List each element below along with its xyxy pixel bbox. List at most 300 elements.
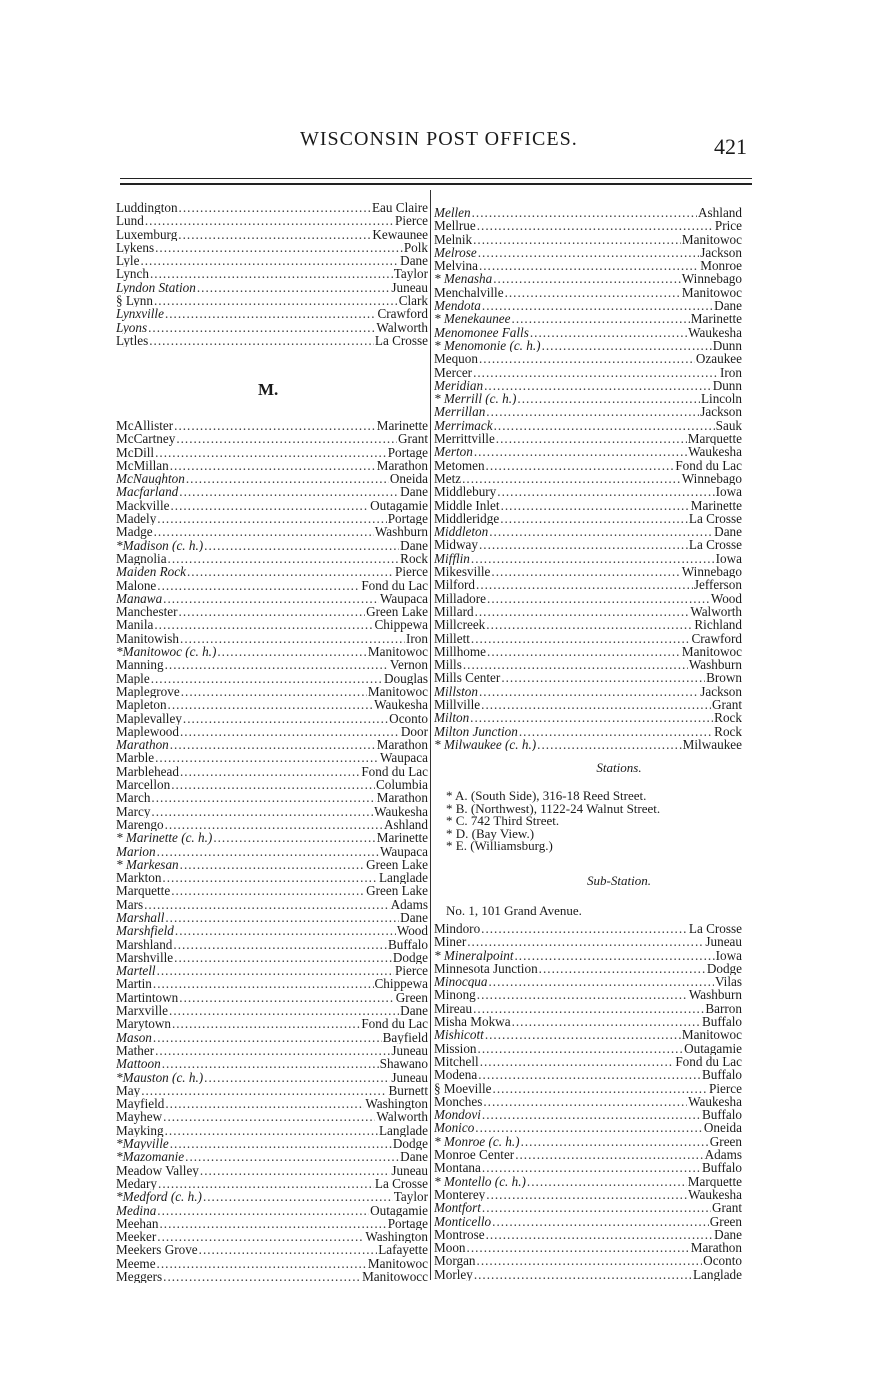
post-office-entry [434, 272, 742, 285]
county-name: Dane [400, 485, 428, 499]
county-name: Kewaunee [372, 227, 428, 241]
post-office-name: Mondovi [434, 1108, 481, 1122]
left-column-top-list [116, 201, 428, 347]
county-name: Ozaukee [695, 352, 742, 366]
leader-dots [165, 911, 399, 924]
post-office-name: Lynch [116, 267, 149, 281]
post-office-entry [434, 1135, 742, 1148]
post-office-name: Moon [434, 1241, 466, 1255]
post-office-name: Millett [434, 631, 470, 645]
leader-dots [168, 552, 400, 565]
post-office-name: McAllister [116, 419, 174, 433]
county-name: Dane [714, 299, 742, 313]
post-office-name: Luddington [116, 201, 178, 215]
post-office-name: Minong [434, 988, 476, 1002]
post-office-entry [434, 725, 742, 738]
post-office-name: Mequon [434, 352, 478, 366]
leader-dots [163, 1110, 375, 1123]
county-name: La Crosse [688, 922, 742, 936]
county-name: Dane [400, 1004, 428, 1018]
leader-dots [479, 352, 695, 365]
leader-dots [157, 1204, 369, 1217]
post-office-entry [116, 1150, 428, 1163]
county-name: Green [709, 1134, 742, 1149]
post-office-entry [434, 405, 742, 418]
post-office-entry [116, 499, 428, 512]
leader-dots [170, 459, 376, 472]
post-office-entry [116, 805, 428, 818]
leader-dots [482, 1201, 711, 1214]
post-office-entry [116, 1230, 428, 1243]
county-name: Manitowoc [367, 645, 428, 659]
page-number: 421 [714, 134, 747, 159]
post-office-name: Lytles [116, 333, 149, 348]
post-office-name: Manitowish [116, 631, 180, 646]
post-office-name: Metomen [434, 458, 485, 472]
post-office-entry [434, 1108, 742, 1121]
county-name: Manitowoc [681, 1028, 742, 1042]
post-office-entry [434, 1175, 742, 1188]
post-office-name: Mapleton [116, 698, 167, 712]
post-office-entry [116, 485, 428, 498]
county-name: Winnebago [681, 272, 742, 286]
leader-dots [155, 241, 403, 254]
county-name: Oneida [389, 472, 428, 486]
leader-dots [174, 951, 392, 964]
leader-dots [493, 1082, 709, 1095]
county-name: Ashland [698, 206, 742, 220]
post-office-name: Millard [434, 604, 474, 619]
post-office-name: Meehan [116, 1216, 159, 1231]
leader-dots [153, 977, 374, 990]
county-name: Waupaca [380, 844, 428, 858]
leader-dots [155, 1044, 390, 1057]
county-name: Washburn [688, 988, 742, 1002]
post-office-entry [434, 246, 742, 259]
leader-dots [489, 525, 713, 538]
county-name: Grant [397, 432, 428, 446]
post-office-entry [434, 645, 742, 658]
county-name: Buffalo [387, 937, 428, 951]
leader-dots [474, 445, 687, 458]
county-name: Washington [365, 1097, 428, 1111]
leader-dots [492, 1215, 709, 1228]
leader-dots [501, 499, 690, 512]
county-name: Waukesha [688, 1187, 742, 1202]
post-office-name: * Merrill (c. h.) [434, 392, 517, 406]
post-office-entry [116, 214, 428, 227]
county-name: Fond du Lac [675, 458, 742, 472]
post-office-name: *Mauston (c. h.) [116, 1070, 204, 1084]
leader-dots [157, 579, 360, 592]
post-office-name: Middle Inlet [434, 498, 500, 512]
post-office-entry [434, 565, 742, 578]
post-office-name: * Marinette (c. h.) [116, 831, 213, 845]
post-office-name: Monroe Center [434, 1148, 515, 1162]
leader-dots [179, 991, 395, 1004]
county-name: Burnett [388, 1083, 428, 1098]
leader-dots [515, 1148, 703, 1161]
post-office-entry [434, 949, 742, 962]
leader-dots [157, 845, 379, 858]
leader-dots [473, 233, 681, 246]
county-name: Washburn [374, 525, 428, 539]
post-office-entry [116, 592, 428, 605]
post-office-name: *Mayville [116, 1137, 169, 1151]
post-office-entry [434, 1082, 742, 1095]
leader-dots [144, 898, 390, 911]
leader-dots [463, 658, 688, 671]
post-office-name: Morley [434, 1267, 473, 1282]
leader-dots [197, 281, 391, 294]
post-office-name: Medina [116, 1203, 157, 1217]
post-office-name: Menchalville [434, 285, 504, 300]
county-name: Adams [390, 897, 428, 911]
county-name: La Crosse [374, 1176, 428, 1191]
county-name: Outagamie [684, 1041, 742, 1055]
post-office-name: Milton [434, 711, 470, 725]
leader-dots [185, 1150, 399, 1163]
leader-dots [462, 472, 681, 485]
county-name: Fond du Lac [361, 764, 428, 779]
leader-dots [169, 1004, 399, 1017]
county-name: Pierce [395, 214, 428, 228]
leader-dots [475, 605, 690, 618]
leader-dots [180, 765, 360, 778]
leader-dots [165, 1097, 364, 1110]
county-name: Fond du Lac [361, 1017, 428, 1031]
county-name: Waukesha [688, 325, 742, 339]
post-office-name: Merrimack [434, 418, 493, 433]
post-office-entry [434, 698, 742, 711]
post-office-entry [434, 618, 742, 631]
post-office-entry [116, 1270, 428, 1283]
post-office-name: Mendota [434, 299, 481, 313]
leader-dots [486, 1188, 687, 1201]
county-name: Price [714, 219, 742, 233]
leader-dots [165, 307, 377, 320]
leader-dots [479, 259, 699, 272]
post-office-name: Milton Junction [434, 724, 518, 738]
post-office-name: Marshfield [116, 924, 174, 938]
leader-dots [537, 738, 682, 751]
leader-dots [170, 499, 369, 512]
county-name: Manitowocc [362, 1270, 428, 1284]
post-office-entry [116, 579, 428, 592]
leader-dots [157, 512, 386, 525]
post-office-entry [116, 1204, 428, 1217]
county-name: Monroe [700, 259, 742, 273]
leader-dots [485, 1028, 681, 1041]
post-office-name: Marcy [116, 804, 151, 818]
leader-dots [183, 712, 388, 725]
post-office-entry [434, 1015, 742, 1028]
post-office-entry [116, 512, 428, 525]
post-office-name: Merrillan [434, 405, 486, 419]
post-office-entry [116, 552, 428, 565]
post-office-name: Metz [434, 471, 462, 486]
county-name: Buffalo [701, 1108, 742, 1122]
county-name: La Crosse [688, 538, 742, 552]
post-office-entry [116, 685, 428, 698]
post-office-name: Mayking [116, 1123, 164, 1138]
station-line: * D. (Bay View.) [446, 825, 535, 841]
column-divider [430, 190, 431, 1280]
post-office-entry [434, 1241, 742, 1254]
leader-dots [154, 618, 373, 631]
county-name: Pierce [395, 964, 428, 978]
county-name: Grant [711, 697, 742, 712]
post-office-name: Lynxville [116, 307, 164, 321]
county-name: Adams [704, 1148, 742, 1162]
post-office-name: McNaughton [116, 472, 185, 486]
leader-dots [157, 1257, 367, 1270]
leader-dots [481, 698, 711, 711]
stations-heading: Stations. [596, 760, 642, 775]
county-name: Waupaca [380, 751, 428, 765]
leader-dots [539, 962, 706, 975]
county-name: Vernon [389, 658, 428, 672]
post-office-entry [434, 632, 742, 645]
post-office-name: Midway [434, 538, 478, 552]
post-office-name: Monterey [434, 1187, 486, 1202]
post-office-name: Minocqua [434, 975, 488, 989]
sub-station-line: No. 1, 101 Grand Avenue. [446, 902, 582, 918]
county-name: Waupaca [380, 591, 428, 606]
county-name: Marathon [376, 458, 428, 473]
post-office-name: Madely [116, 512, 157, 526]
post-office-entry [116, 334, 428, 347]
leader-dots [154, 525, 374, 538]
post-office-entry [434, 1055, 742, 1068]
post-office-entry [434, 366, 742, 379]
post-office-name: Marquette [116, 884, 171, 898]
post-office-name: Modena [434, 1068, 478, 1082]
post-office-entry [434, 552, 742, 565]
county-name: Walworth [376, 1110, 428, 1124]
county-name: Waukesha [688, 1094, 742, 1109]
post-office-name: Luxemburg [116, 227, 178, 241]
post-office-name: Mikesville [434, 565, 491, 579]
post-office-name: *Mazomanie [116, 1150, 185, 1164]
leader-dots [491, 565, 680, 578]
post-office-name: Mindoro [434, 922, 481, 936]
post-office-entry [434, 512, 742, 525]
post-office-name: Meggers [116, 1270, 163, 1284]
post-office-name: Marengo [116, 817, 164, 832]
post-office-name: Middleton [434, 525, 489, 539]
leader-dots [180, 858, 365, 871]
post-office-entry [434, 432, 742, 445]
leader-dots [173, 938, 387, 951]
leader-dots [165, 658, 389, 671]
post-office-entry [434, 1228, 742, 1241]
post-office-name: Madge [116, 525, 153, 539]
post-office-entry [434, 975, 742, 988]
leader-dots [180, 725, 400, 738]
county-name: Marinette [376, 831, 428, 845]
county-name: Juneau [391, 1070, 428, 1084]
leader-dots [165, 818, 383, 831]
post-office-name: Mayhew [116, 1110, 163, 1124]
leader-dots [154, 294, 398, 307]
leader-dots [140, 254, 399, 267]
leader-dots [171, 778, 375, 791]
post-office-name: Maiden Rock [116, 565, 186, 579]
post-office-name: Mills [434, 658, 462, 672]
post-office-entry [116, 1110, 428, 1123]
post-office-entry [116, 1044, 428, 1057]
post-office-name: March [116, 791, 151, 805]
post-office-entry [116, 1164, 428, 1177]
post-office-name: McMillan [116, 458, 169, 473]
county-name: Lincoln [700, 392, 742, 406]
county-name: Iowa [715, 485, 742, 499]
county-name: Fond du Lac [361, 578, 428, 592]
post-office-entry [116, 712, 428, 725]
leader-dots [162, 1057, 379, 1070]
county-name: Dane [400, 254, 428, 268]
post-office-name: Malone [116, 578, 157, 592]
post-office-entry [116, 858, 428, 871]
post-office-entry [434, 605, 742, 618]
post-office-name: Middleridge [434, 511, 500, 526]
post-office-entry [434, 592, 742, 605]
county-name: Dane [714, 525, 742, 539]
leader-dots [493, 272, 680, 285]
county-name: Manitowoc [681, 644, 742, 659]
county-name: Taylor [393, 1190, 428, 1204]
county-name: Bayfield [382, 1030, 428, 1044]
post-office-name: Markton [116, 871, 162, 885]
post-office-name: Mellen [434, 206, 471, 220]
post-office-entry [116, 1057, 428, 1070]
county-name: Juneau [391, 280, 428, 295]
post-office-name: Maplewood [116, 724, 179, 739]
county-name: Fond du Lac [675, 1054, 742, 1069]
post-office-name: * Mineralpoint [434, 948, 514, 962]
leader-dots [501, 671, 705, 684]
leader-dots [472, 206, 697, 219]
post-office-name: Morgan [434, 1254, 476, 1268]
leader-dots [153, 1031, 382, 1044]
post-office-name: *Madison (c. h.) [116, 538, 204, 552]
post-office-entry [116, 725, 428, 738]
county-name: Marinette [376, 419, 428, 433]
post-office-name: Maplegrove [116, 684, 180, 699]
post-office-entry [434, 419, 742, 432]
post-office-entry [434, 578, 742, 591]
county-name: Marathon [376, 791, 428, 805]
post-office-entry [116, 1243, 428, 1256]
post-office-entry [434, 1095, 742, 1108]
post-office-name: Marion [116, 844, 156, 858]
county-name: Marquette [687, 1174, 742, 1188]
county-name: Dane [400, 910, 428, 925]
leader-dots [170, 738, 376, 751]
post-office-name: Marytown [116, 1017, 171, 1031]
leader-dots [467, 1241, 690, 1254]
post-office-entry [116, 938, 428, 951]
county-name: Marathon [376, 738, 428, 752]
county-name: Buffalo [701, 1161, 742, 1175]
county-name: Clark [398, 294, 428, 308]
station-line: * C. 742 Third Street. [446, 813, 560, 828]
county-name: Portage [387, 445, 428, 459]
leader-dots [517, 392, 700, 405]
county-name: Shawano [379, 1057, 428, 1071]
leader-dots [178, 228, 371, 241]
county-name: Outagamie [370, 498, 428, 513]
header-rule-thick [120, 183, 752, 185]
post-office-entry [434, 658, 742, 671]
county-name: Polk [403, 240, 428, 255]
post-office-entry [116, 765, 428, 778]
post-office-name: Monico [434, 1121, 475, 1135]
county-name: Juneau [391, 1163, 428, 1177]
post-office-entry [116, 738, 428, 751]
leader-dots [487, 592, 710, 605]
leader-dots [482, 299, 713, 312]
post-office-entry [116, 1177, 428, 1190]
county-name: Ashland [384, 817, 428, 832]
county-name: Dodge [706, 961, 742, 976]
post-office-name: Montrose [434, 1227, 485, 1242]
leader-dots [204, 539, 399, 552]
leader-dots [157, 964, 394, 977]
post-office-name: Monticello [434, 1214, 492, 1228]
leader-dots [477, 988, 688, 1001]
leader-dots [476, 578, 693, 591]
post-office-entry [116, 307, 428, 320]
post-office-entry [116, 539, 428, 552]
post-office-name: Milford [434, 578, 476, 592]
leader-dots [175, 924, 396, 937]
leader-dots [500, 512, 688, 525]
leader-dots [486, 459, 675, 472]
post-office-entry [116, 618, 428, 631]
post-office-entry [116, 241, 428, 254]
post-office-entry [116, 845, 428, 858]
page-header [0, 128, 869, 168]
station-line: * B. (Northwest), 1122-24 Walnut Street. [446, 800, 661, 816]
post-office-entry [434, 206, 742, 219]
post-office-name: * Menekaunee [434, 312, 511, 326]
post-office-name: * Montello (c. h.) [434, 1174, 526, 1188]
county-name: Washington [365, 1230, 428, 1244]
county-name: Rock [714, 711, 742, 725]
leader-dots [470, 711, 713, 724]
county-name: Winnebago [681, 471, 742, 486]
post-office-entry [434, 1215, 742, 1228]
post-office-name: Marathon [116, 738, 169, 752]
leader-dots [481, 922, 688, 935]
county-name: Portage [387, 1216, 428, 1231]
post-office-name: § Moeville [434, 1081, 492, 1095]
post-office-entry [116, 605, 428, 618]
post-office-name: Meeker [116, 1230, 157, 1244]
post-office-name: Mellrue [434, 219, 476, 233]
post-office-entry [116, 658, 428, 671]
post-office-entry [116, 254, 428, 267]
post-office-name: * Menomonie (c. h.) [434, 338, 541, 353]
post-office-name: Meridian [434, 378, 484, 393]
leader-dots [158, 1177, 374, 1190]
county-name: Manitowoc [681, 285, 742, 300]
county-name: Manitowoc [681, 232, 742, 246]
post-office-entry [434, 1254, 742, 1267]
post-office-entry [116, 321, 428, 334]
